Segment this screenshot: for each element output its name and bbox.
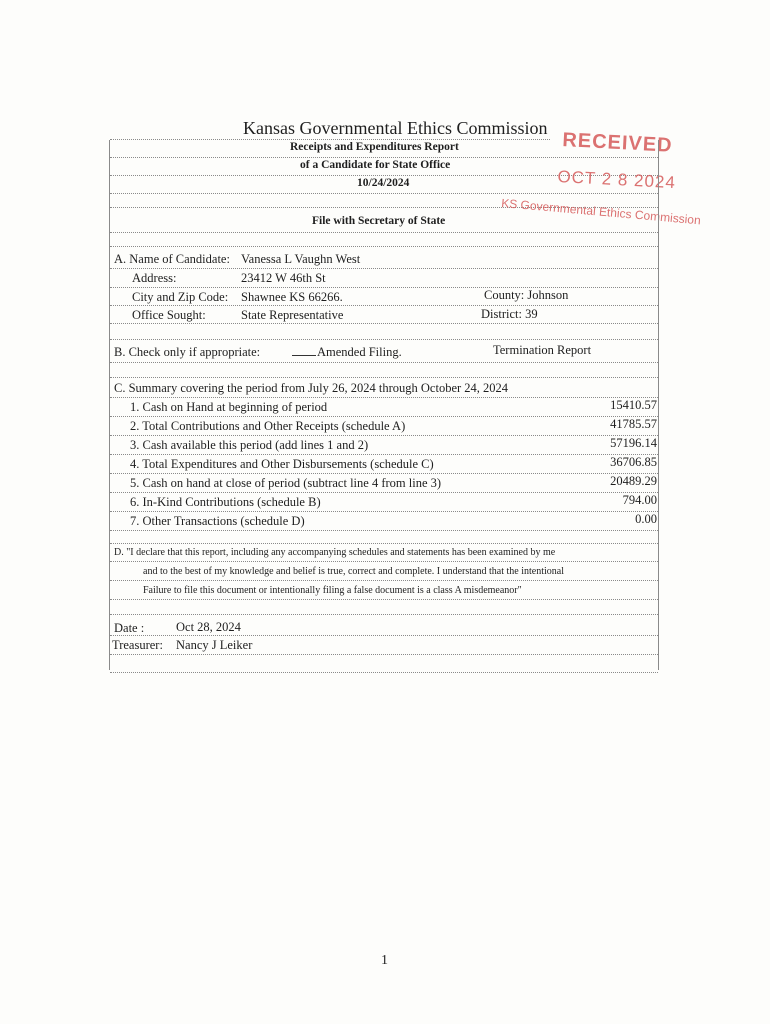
divider xyxy=(110,305,658,306)
divider xyxy=(110,268,658,269)
report-name: Receipts and Expenditures Report xyxy=(290,141,459,153)
summary-heading: C. Summary covering the period from July 26, 2024 through October 24, 2024 xyxy=(114,381,509,395)
divider xyxy=(110,157,658,158)
divider xyxy=(110,635,658,636)
divider xyxy=(110,397,658,398)
check-appropriate-label: B. Check only if appropriate: xyxy=(114,345,261,359)
treasurer-value: Nancy J Leiker xyxy=(176,638,253,652)
summary-line-value: 0.00 xyxy=(635,512,657,526)
divider xyxy=(110,492,658,493)
summary-line-value: 20489.29 xyxy=(610,474,657,488)
candidate-name-value: Vanessa L Vaughn West xyxy=(241,252,361,266)
office-sought-value: State Representative xyxy=(241,308,344,322)
candidate-name-label: A. Name of Candidate: xyxy=(114,252,230,266)
divider xyxy=(110,416,658,417)
divider xyxy=(110,511,658,512)
divider xyxy=(110,287,658,288)
divider xyxy=(110,377,658,378)
divider xyxy=(110,473,658,474)
divider xyxy=(110,654,658,655)
divider xyxy=(110,139,550,140)
termination-report-option[interactable]: Termination Report xyxy=(493,343,592,357)
summary-line-value: 57196.14 xyxy=(610,436,657,450)
divider xyxy=(110,543,658,544)
office-sought-label: Office Sought: xyxy=(132,308,206,322)
declaration-line-3: Failure to file this document or intentionally filing a false document is a class A misdemeanor" xyxy=(143,585,522,596)
divider xyxy=(110,339,658,340)
divider xyxy=(110,435,658,436)
divider xyxy=(110,232,658,233)
divider xyxy=(110,614,658,615)
summary-line-value: 15410.57 xyxy=(610,398,657,412)
summary-line-label: 6. In-Kind Contributions (schedule B) xyxy=(130,495,321,509)
summary-line-label: 2. Total Contributions and Other Receipts (schedule A) xyxy=(130,419,406,433)
divider xyxy=(110,454,658,455)
declaration-line-2: and to the best of my knowledge and belief is true, correct and complete. I understand that the intentional xyxy=(143,566,564,577)
divider xyxy=(110,323,658,324)
amended-filing-option[interactable] xyxy=(292,345,402,360)
divider xyxy=(110,193,658,194)
report-for: of a Candidate for State Office xyxy=(300,159,451,171)
city-zip-label: City and Zip Code: xyxy=(132,290,229,304)
file-with: File with Secretary of State xyxy=(312,215,446,227)
amended-filing-blank[interactable] xyxy=(292,355,316,356)
summary-line-label: 5. Cash on hand at close of period (subtract line 4 from line 3) xyxy=(130,476,442,490)
divider xyxy=(110,561,658,562)
summary-line-value: 36706.85 xyxy=(610,455,657,469)
summary-line-label: 3. Cash available this period (add lines 1 and 2) xyxy=(130,438,369,452)
county: County: Johnson xyxy=(484,288,569,302)
address-label: Address: xyxy=(132,271,177,285)
divider xyxy=(110,530,658,531)
received-org-stamp: KS Governmental Ethics Commission xyxy=(500,196,702,228)
district: District: 39 xyxy=(481,307,538,321)
received-stamp: RECEIVED xyxy=(561,129,674,157)
commission-title: Kansas Governmental Ethics Commission xyxy=(243,118,548,138)
received-date-stamp: OCT 2 8 2024 xyxy=(557,167,677,193)
divider xyxy=(110,599,658,600)
summary-line-value: 794.00 xyxy=(622,493,657,507)
date-value: Oct 28, 2024 xyxy=(176,620,241,634)
report-date: 10/24/2024 xyxy=(357,177,410,189)
date-label: Date : xyxy=(114,621,145,635)
treasurer-label: Treasurer: xyxy=(112,638,163,652)
divider xyxy=(110,672,658,673)
summary-line-label: 1. Cash on Hand at beginning of period xyxy=(130,400,328,414)
declaration-line-1: D. "I declare that this report, including any accompanying schedules and statements has been examined by me xyxy=(114,547,556,558)
divider xyxy=(110,246,658,247)
left-border xyxy=(109,140,110,670)
summary-line-label: 7. Other Transactions (schedule D) xyxy=(130,514,305,528)
right-border xyxy=(658,140,659,670)
city-zip-value: Shawnee KS 66266. xyxy=(241,290,343,304)
divider xyxy=(110,580,658,581)
summary-line-label: 4. Total Expenditures and Other Disbursements (schedule C) xyxy=(130,457,434,471)
address-value: 23412 W 46th St xyxy=(241,271,326,285)
amended-filing-label: Amended Filing. xyxy=(317,345,402,359)
page-number: 1 xyxy=(381,953,388,968)
summary-line-value: 41785.57 xyxy=(610,417,657,431)
divider xyxy=(110,362,658,363)
